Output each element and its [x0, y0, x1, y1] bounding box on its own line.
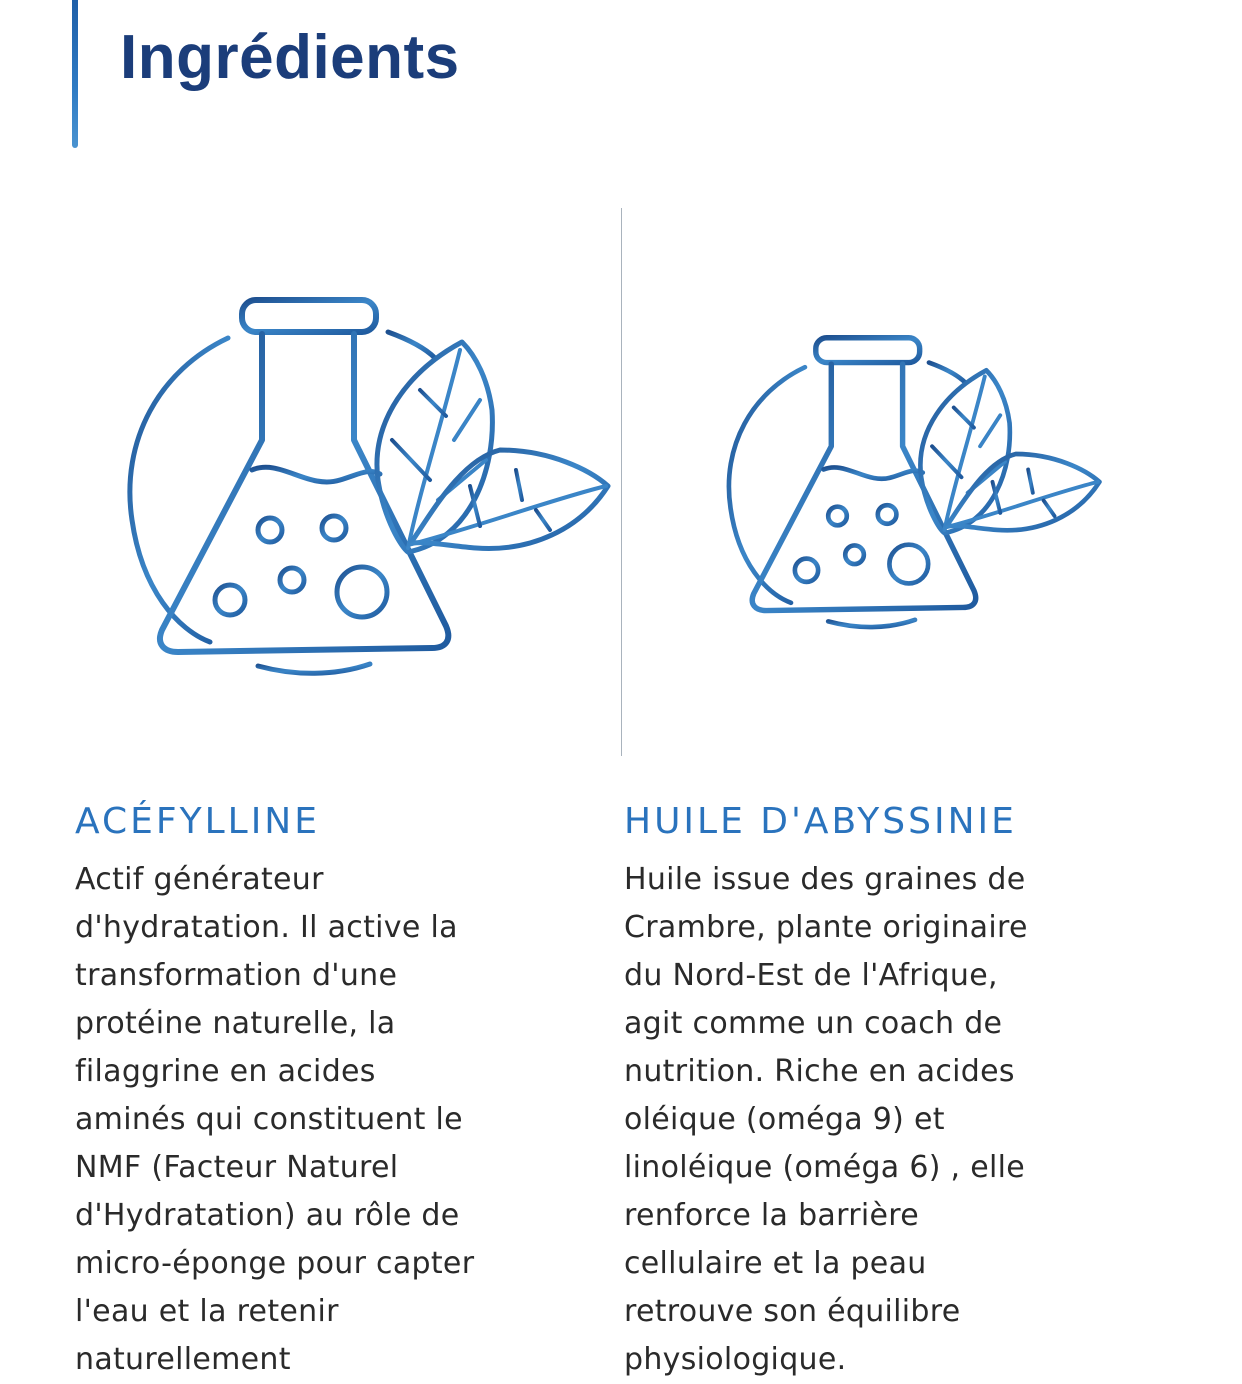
flask-leaf-icon [120, 290, 620, 690]
ingredient-description: Huile issue des graines de Crambre, plante originaire du Nord-Est de l'Afrique, agit comme un coach de nutrition. Riche en acides oléique (oméga 9) et linoléique (oméga 6) , elle renforce la barrière cellulaire et la peau retrouve son équilibre physiologique. [624, 862, 1028, 1377]
ingredient-description: Actif générateur d'hydratation. Il active la transformation d'une protéine naturelle, la filaggrine en acides aminés qui constituent le NMF (Facteur Naturel d'Hydratation) au rôle de micro-éponge pour capter l'eau et la retenir naturellement [75, 862, 475, 1377]
page-title: Ingrédients [120, 23, 460, 92]
ingredient-name: ACÉFYLLINE [75, 801, 320, 842]
ingredient-name: HUILE D'ABYSSINIE [624, 801, 1017, 842]
column-divider [621, 208, 622, 756]
header-accent-bar [72, 0, 78, 148]
flask-leaf-icon [720, 330, 1110, 640]
